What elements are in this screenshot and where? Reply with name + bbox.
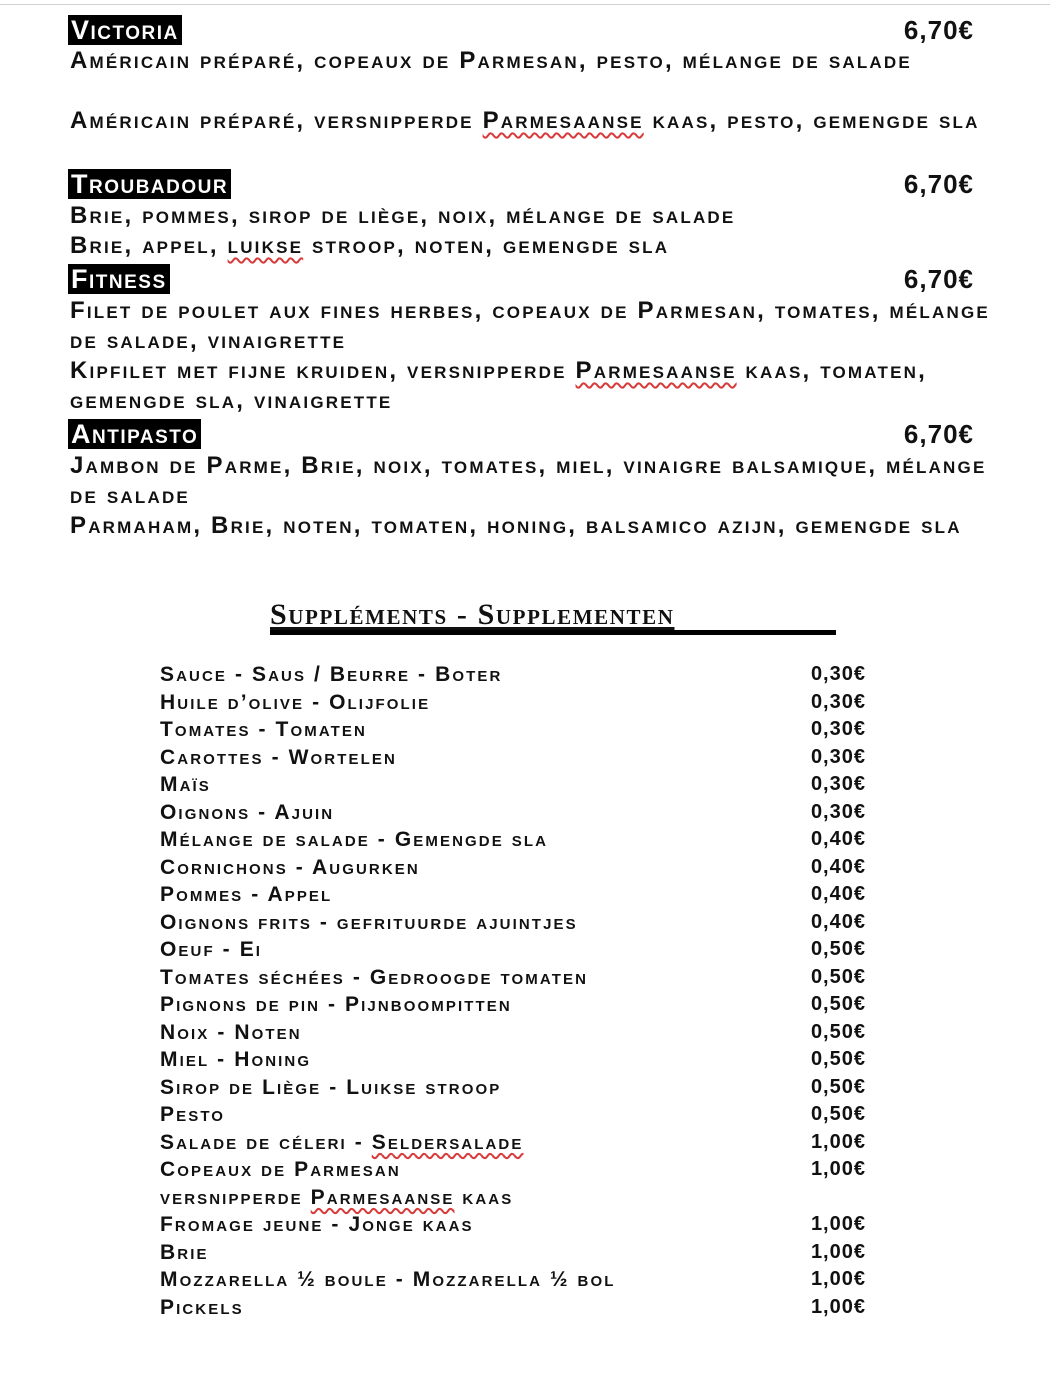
supplement-row: [160, 936, 866, 964]
supplement-name: Tomates séchées - Gedroogde tomaten: [160, 965, 589, 989]
menu-item-description-nl: Parmaham, Brie, noten, tomaten, honing, balsamico azijn, gemengde sla: [70, 512, 962, 539]
supplement-row: [160, 1046, 866, 1074]
supplement-row: [160, 1266, 866, 1294]
menu-item-description-nl: Kipfilet met fijne kruiden, versnipperde Parmesaanse kaas, tomaten, gemengde sla, vinaigrette: [70, 357, 927, 414]
supplement-row: [160, 854, 866, 882]
supplement-price: 0,30€: [810, 690, 866, 713]
menu-item-title: Antipasto: [68, 419, 201, 449]
supplement-price: 0,30€: [810, 745, 866, 768]
supplement-name: Miel - Honing: [160, 1048, 312, 1071]
supplement-price: 0,50€: [810, 1048, 866, 1070]
supplement-name: Carottes - Wortelen: [160, 745, 397, 769]
supplements-heading-text: Suppléments - Supplementen: [270, 598, 675, 631]
top-border-line: [0, 4, 1050, 5]
supplement-price: 0,50€: [810, 938, 866, 960]
supplement-price: 0,50€: [810, 1075, 866, 1098]
supplement-price: 1,00€: [810, 1213, 866, 1235]
supplement-price: 0,30€: [810, 800, 866, 823]
supplement-name: Pignons de pin - Pijnboompitten: [160, 993, 512, 1016]
supplement-name: Sauce - Saus / Beurre - Boter: [160, 663, 503, 686]
menu-item-description-fr: Américain préparé, copeaux de Parmesan, pesto, mélange de salade: [70, 47, 912, 74]
supplement-price: 1,00€: [810, 1240, 866, 1263]
supplement-row: [160, 661, 866, 689]
supplement-row: [160, 1101, 866, 1129]
supplement-row: [160, 1156, 866, 1184]
supplement-row: [160, 909, 866, 937]
menu-item-title: Victoria: [68, 15, 182, 45]
menu-item-description-fr: Brie, pommes, sirop de liège, noix, mélange de salade: [70, 202, 736, 229]
supplement-name: Noix - Noten: [160, 1020, 302, 1044]
menu-item-title: Fitness: [68, 264, 170, 294]
supplements-heading: [270, 598, 836, 634]
supplement-name: Maïs: [160, 773, 211, 796]
supplement-row: [160, 744, 866, 772]
menu-item-price: 6,70€: [903, 419, 974, 449]
supplement-row: [160, 716, 866, 744]
supplement-name: Salade de céleri - Seldersalade: [160, 1130, 524, 1154]
supplement-price: 0,50€: [810, 1020, 866, 1043]
supplement-row: [160, 1239, 866, 1267]
supplement-name: Pickels: [160, 1295, 244, 1319]
supplement-price: 0,40€: [810, 883, 866, 905]
menu-item-description-fr: Jambon de Parme, Brie, noix, tomates, miel, vinaigre balsamique, mélange de salade: [70, 452, 987, 509]
supplement-name: Fromage jeune - Jonge kaas: [160, 1213, 474, 1236]
menu-item-description-fr: Filet de poulet aux fines herbes, copeaux de Parmesan, tomates, mélange de salade, vinaigrette: [70, 297, 990, 354]
supplement-price: 0,40€: [810, 855, 866, 878]
supplements-list: [160, 661, 866, 1321]
supplement-price: 0,40€: [810, 828, 866, 850]
supplement-price: 0,40€: [810, 910, 866, 933]
supplement-row: [160, 1184, 866, 1212]
supplement-price: 0,30€: [810, 663, 866, 685]
supplement-price: 0,30€: [810, 773, 866, 795]
supplement-row: [160, 964, 866, 992]
supplement-name: Copeaux de Parmesan: [160, 1158, 401, 1181]
supplement-row: [160, 881, 866, 909]
supplement-row: [160, 1074, 866, 1102]
supplement-price: 0,50€: [810, 993, 866, 1015]
supplement-name: versnipperde Parmesaanse kaas: [160, 1185, 514, 1209]
supplement-name: Pommes - Appel: [160, 883, 333, 906]
menu-item-description-nl: Brie, appel, luikse stroop, noten, gemengde sla: [70, 232, 670, 259]
supplement-row: [160, 826, 866, 854]
supplement-price: 1,00€: [810, 1158, 866, 1180]
supplement-price: 0,30€: [810, 718, 866, 740]
menu-item-price: 6,70€: [903, 169, 974, 199]
supplement-row: [160, 799, 866, 827]
supplement-name: Mozzarella ½ boule - Mozzarella ½ bol: [160, 1268, 616, 1291]
supplement-name: Oeuf - Ei: [160, 938, 263, 961]
supplement-name: Pesto: [160, 1103, 226, 1126]
supplement-price: 1,00€: [810, 1295, 866, 1318]
supplement-name: Brie: [160, 1240, 209, 1264]
supplement-name: Tomates - Tomaten: [160, 718, 367, 741]
supplement-row: [160, 1294, 866, 1322]
supplement-price: 0,50€: [810, 1103, 866, 1125]
menu-item-price: 6,70€: [903, 264, 974, 294]
supplement-price: 0,50€: [810, 965, 866, 988]
supplement-row: [160, 1211, 866, 1239]
supplement-price: 1,00€: [810, 1130, 866, 1153]
supplement-name: Huile d’olive - Olijfolie: [160, 690, 431, 714]
supplement-name: Sirop de Liège - Luikse stroop: [160, 1075, 502, 1099]
supplement-name: Cornichons - Augurken: [160, 855, 420, 879]
supplement-row: [160, 771, 866, 799]
supplement-name: Oignons frits - gefrituurde ajuintjes: [160, 910, 578, 934]
supplement-row: [160, 991, 866, 1019]
menu-item-description-nl: Américain préparé, versnipperde Parmesaanse kaas, pesto, gemengde sla: [70, 107, 980, 134]
supplement-price: 1,00€: [810, 1268, 866, 1290]
supplement-row: [160, 1019, 866, 1047]
menu-item-title: Troubadour: [68, 169, 231, 199]
supplement-name: Mélange de salade - Gemengde sla: [160, 828, 549, 851]
supplement-name: Oignons - Ajuin: [160, 800, 335, 824]
supplement-row: [160, 689, 866, 717]
menu-item-price: 6,70€: [903, 15, 974, 45]
supplement-row: [160, 1129, 866, 1157]
